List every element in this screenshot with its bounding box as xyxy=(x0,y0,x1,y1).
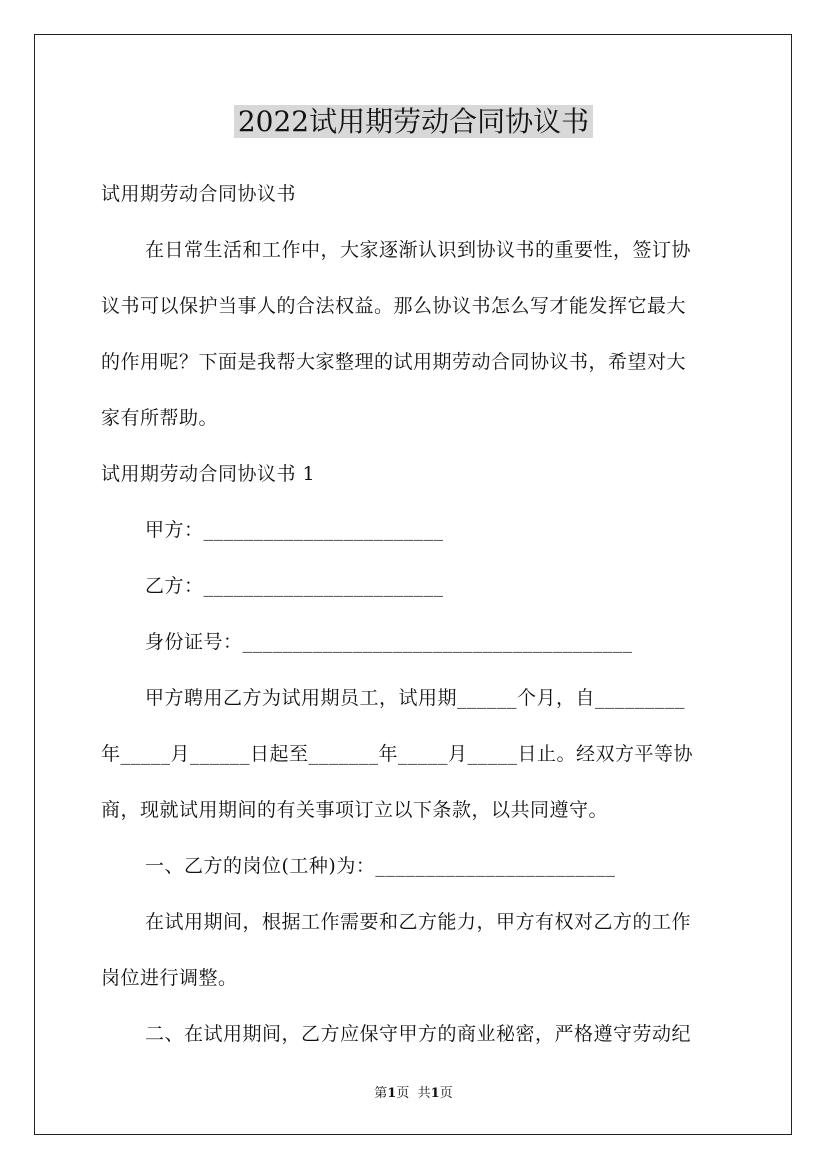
clause-2: 二、在试用期间，乙方应保守甲方的商业秘密，严格遵守劳动纪 xyxy=(145,1023,692,1045)
page-footer xyxy=(0,1082,827,1101)
intro-line-1: 在日常生活和工作中，大家逐渐认识到协议书的重要性，签订协 xyxy=(145,239,692,261)
intro-line-4: 家有所帮助。 xyxy=(101,407,219,429)
page-prefix: 第 xyxy=(374,1086,388,1101)
clause-1-detail-line-1: 在试用期间，根据工作需要和乙方能力，甲方有权对乙方的工作 xyxy=(145,911,692,933)
term-line-1: 甲方聘用乙方为试用期员工，试用期______个月，自_________ xyxy=(145,687,686,709)
page-number: 1 xyxy=(387,1086,397,1101)
document-title xyxy=(0,100,827,144)
page-suffix: 页 xyxy=(396,1086,410,1101)
subtitle: 试用期劳动合同协议书 xyxy=(101,183,297,205)
total-prefix: 共 xyxy=(417,1086,431,1101)
party-a-field: 甲方：________________________ xyxy=(145,519,444,541)
intro-line-2: 议书可以保护当事人的合法权益。那么协议书怎么写才能发挥它最大 xyxy=(101,295,687,317)
clause-1: 一、乙方的岗位(工种)为：________________________ xyxy=(145,855,616,877)
intro-line-3: 的作用呢？下面是我帮大家整理的试用期劳动合同协议书，希望对大 xyxy=(101,351,687,373)
party-b-field: 乙方：________________________ xyxy=(145,575,444,597)
id-number-field: 身份证号：_______________________________________ xyxy=(145,631,633,653)
total-suffix: 页 xyxy=(439,1086,453,1101)
total-pages: 1 xyxy=(430,1086,440,1101)
clause-1-detail-line-2: 岗位进行调整。 xyxy=(101,967,238,989)
document-title-text: 2022试用期劳动合同协议书 xyxy=(234,105,593,138)
term-line-2: 年_____月______日起至_______年_____月_____日止。经双方平等协 xyxy=(101,743,694,765)
document-body xyxy=(101,166,727,1062)
section-heading: 试用期劳动合同协议书 1 xyxy=(101,463,316,485)
term-line-3: 商，现就试用期间的有关事项订立以下条款，以共同遵守。 xyxy=(101,799,609,821)
